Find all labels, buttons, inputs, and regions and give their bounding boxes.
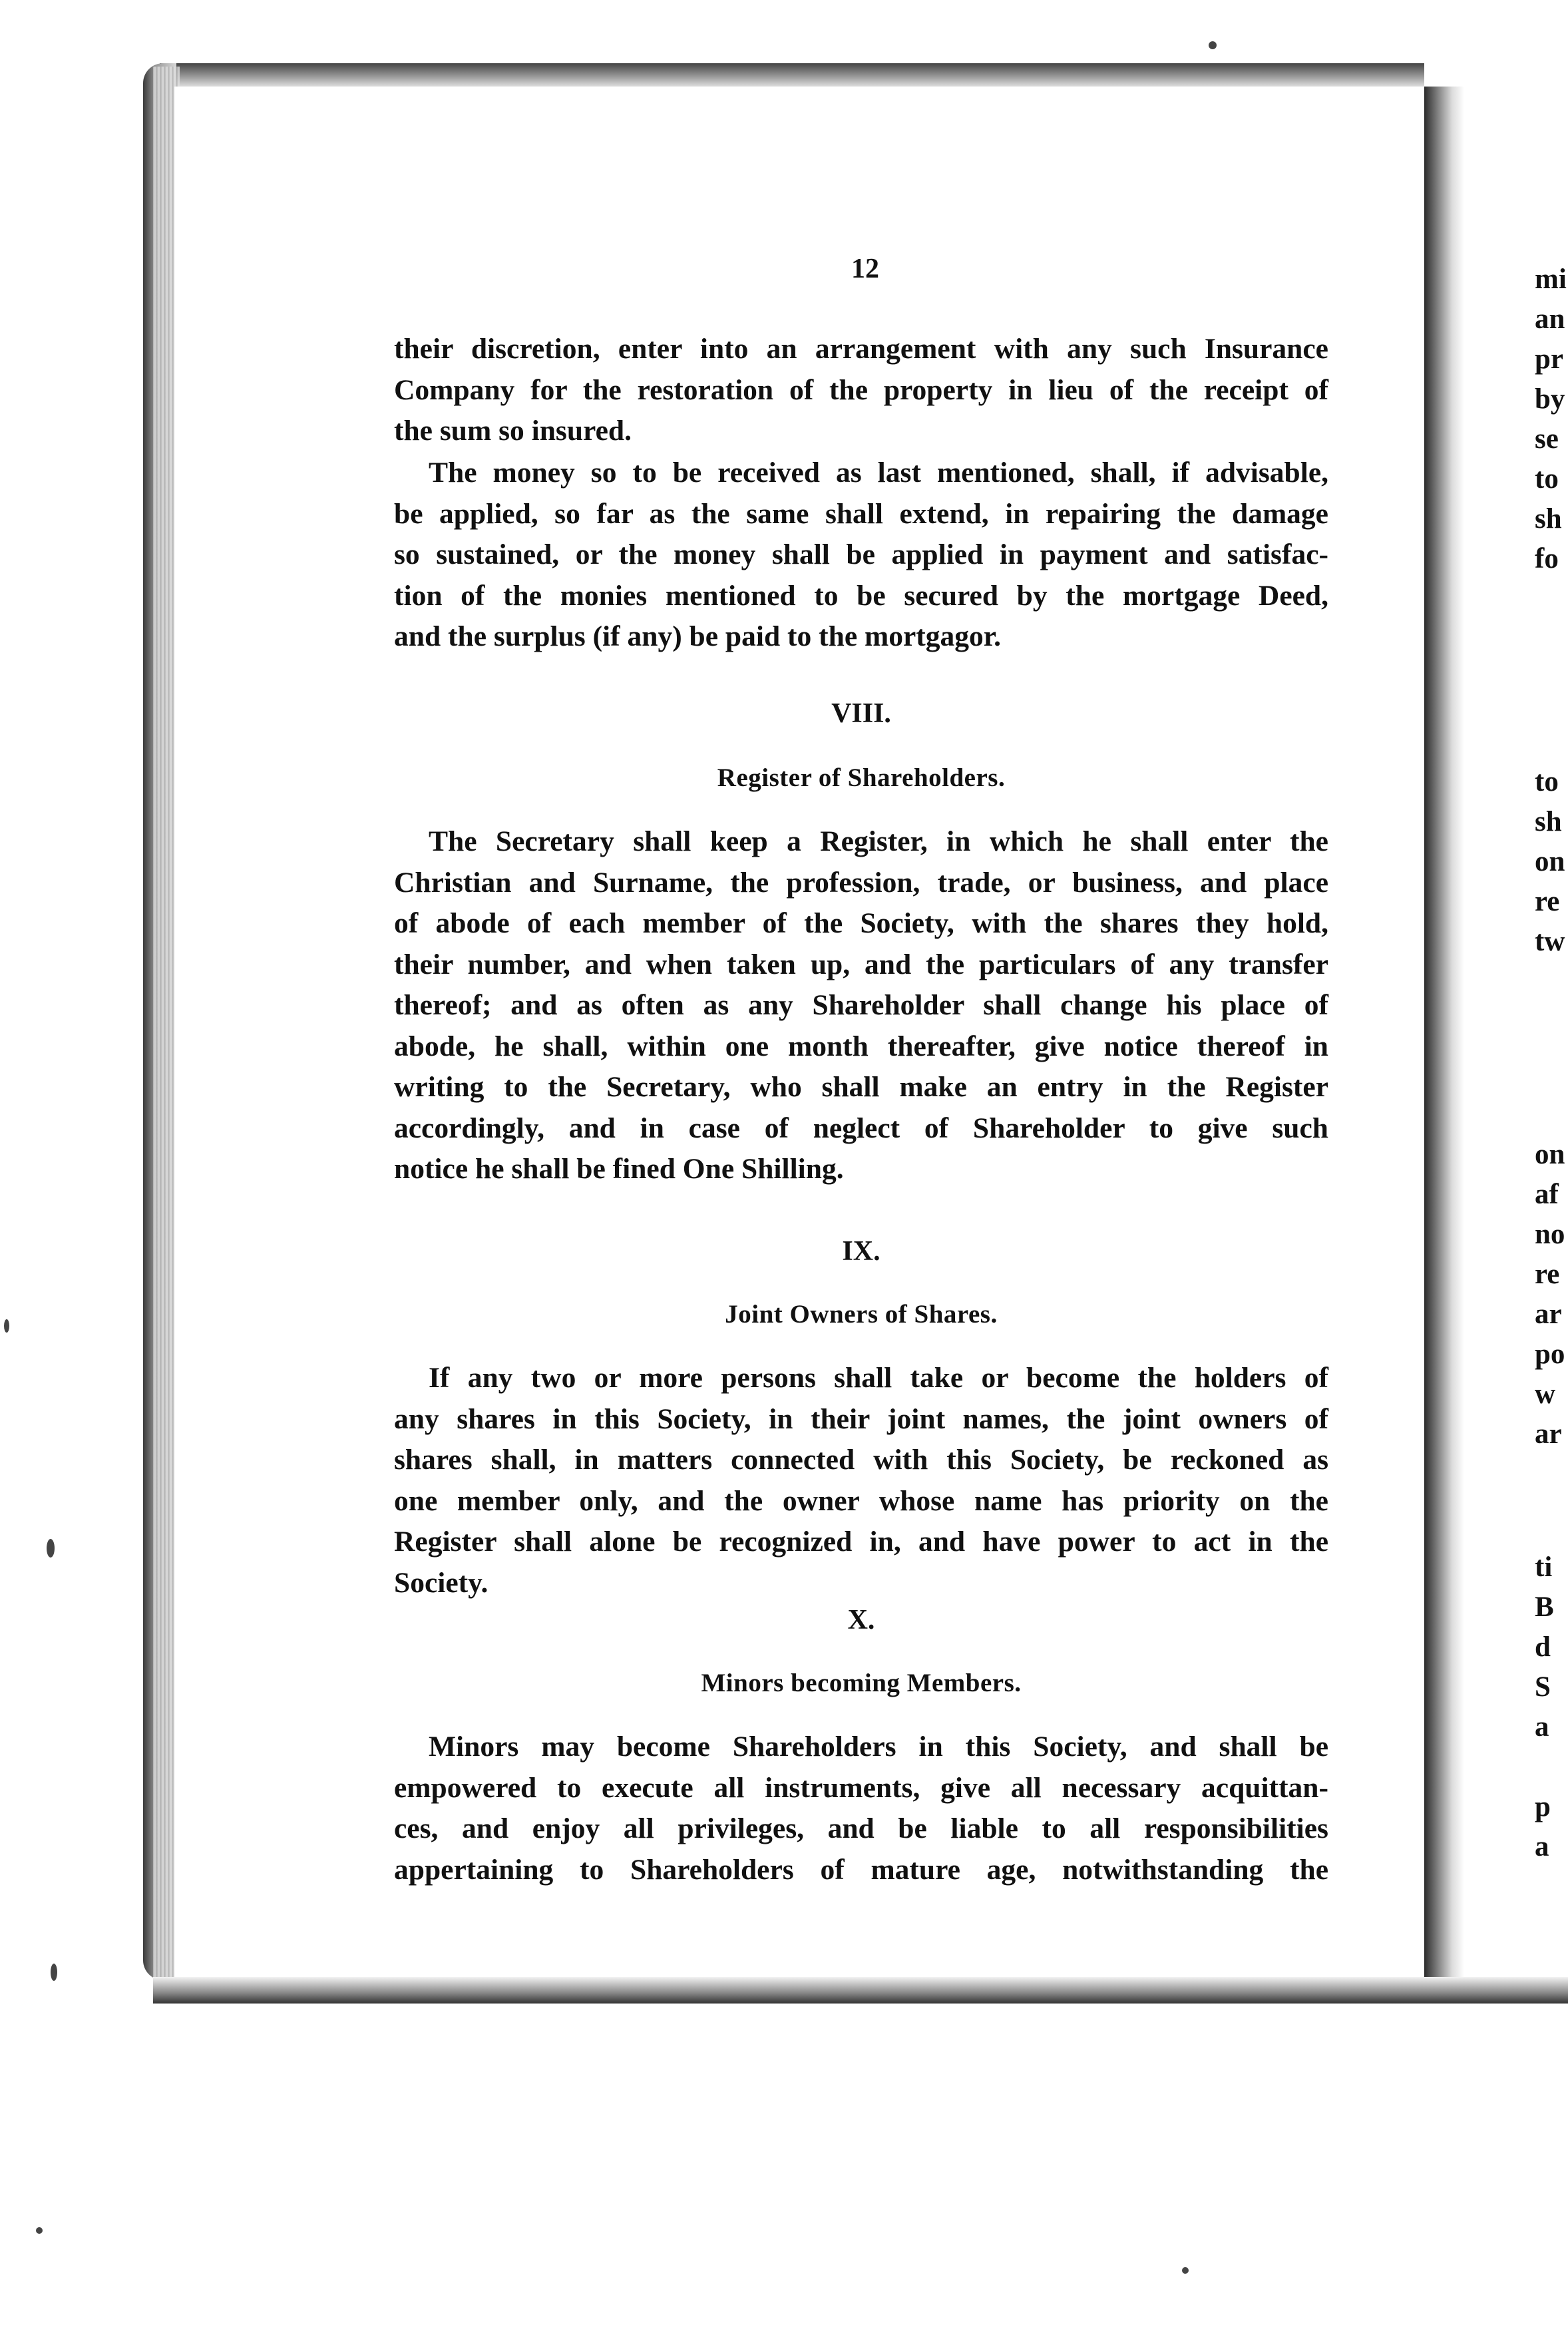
facing-page-fragment: to — [1535, 463, 1559, 495]
facing-page-fragment: by — [1535, 383, 1565, 415]
text-line: shares shall, in matters connected with this Society, be reckoned as — [394, 1444, 1328, 1476]
facing-page-fragment: on — [1535, 1139, 1565, 1170]
facing-page-fragment: af — [1535, 1179, 1559, 1210]
joint-owners-paragraph — [394, 1358, 1328, 1603]
text-line: appertaining to Shareholders of mature age, notwithstanding the — [394, 1853, 1328, 1886]
facing-page-fragment: sh — [1535, 503, 1562, 534]
text-line: If any two or more persons shall take or become the holders of — [429, 1362, 1328, 1394]
scan-speck — [4, 1319, 9, 1333]
text-line: notice he shall be fined One Shilling. — [394, 1153, 844, 1185]
text-line: so sustained, or the money shall be applied in payment and satisfac- — [394, 538, 1328, 570]
facing-page-fragment: se — [1535, 423, 1559, 455]
money-paragraph — [394, 453, 1328, 658]
facing-page-fragment: ar — [1535, 1299, 1562, 1330]
text-line: Christian and Surname, the profession, trade, or business, and place — [394, 866, 1328, 899]
text-line: the sum so insured. — [394, 415, 632, 447]
facing-page-fragment: ti — [1535, 1552, 1553, 1583]
section-title: Minors becoming Members. — [701, 1669, 1022, 1697]
scan-speck — [1182, 2267, 1189, 2274]
facing-page-fragment: pr — [1535, 343, 1563, 375]
facing-page-fragment: mi — [1535, 264, 1567, 295]
text-line: Minors may become Shareholders in this Society, and shall be — [429, 1731, 1328, 1763]
text-line: their number, and when taken up, and the particulars of any transfer — [394, 948, 1328, 980]
facing-page-fragment: fo — [1535, 543, 1559, 574]
facing-page-fragment: tw — [1535, 926, 1565, 957]
facing-page-fragment: ar — [1535, 1418, 1562, 1450]
section-title: Register of Shareholders. — [717, 763, 1006, 792]
facing-page-fragment: to — [1535, 766, 1559, 797]
scan-speck — [47, 1539, 55, 1558]
facing-page-fragment: re — [1535, 886, 1560, 917]
facing-page-fragment: sh — [1535, 806, 1562, 837]
text-line: accordingly, and in case of neglect of Shareholder to give such — [394, 1112, 1328, 1144]
text-line: any shares in this Society, in their joint names, the joint owners of — [394, 1402, 1328, 1435]
register-paragraph — [394, 821, 1328, 1190]
facing-page-fragment: B — [1535, 1591, 1554, 1623]
text-line: The money so to be received as last mentioned, shall, if advisable, — [429, 457, 1328, 489]
section-title: Joint Owners of Shares. — [725, 1300, 998, 1329]
minors-paragraph — [394, 1727, 1328, 1890]
text-line: and the surplus (if any) be paid to the mortgagor. — [394, 620, 1001, 652]
text-line: Society. — [394, 1566, 489, 1599]
facing-page-edge — [1464, 93, 1568, 1997]
page-bottom-edge — [153, 1977, 1568, 2004]
facing-page-fragment: re — [1535, 1259, 1560, 1290]
facing-page-fragment: d — [1535, 1631, 1551, 1663]
facing-page-fragment: a — [1535, 1711, 1549, 1743]
text-line: abode, he shall, within one month thereafter, give notice thereof in — [394, 1030, 1328, 1062]
facing-page-fragment: a — [1535, 1831, 1549, 1862]
section-number: VIII. — [831, 698, 891, 729]
facing-page-fragment: po — [1535, 1339, 1565, 1370]
text-line: The Secretary shall keep a Register, in which he shall enter the — [429, 825, 1328, 857]
text-line: writing to the Secretary, who shall make an entry in the Register — [394, 1071, 1328, 1103]
section-number: X. — [847, 1605, 875, 1635]
text-line: Company for the restoration of the property in lieu of the receipt of — [394, 373, 1328, 406]
text-line: ces, and enjoy all privileges, and be liable to all responsibilities — [394, 1812, 1328, 1844]
text-line: one member only, and the owner whose name has priority on the — [394, 1484, 1328, 1517]
continuation-paragraph — [394, 329, 1328, 452]
book-gutter — [1424, 87, 1464, 1990]
facing-page-fragment: p — [1535, 1791, 1551, 1822]
page-number: 12 — [851, 254, 879, 284]
text-line: of abode of each member of the Society, with the shares they hold, — [394, 907, 1328, 939]
scan-speck — [36, 2227, 43, 2234]
facing-page-fragment: w — [1535, 1378, 1556, 1410]
text-line: empowered to execute all instruments, give all necessary acquittan- — [394, 1771, 1328, 1804]
text-line: Register shall alone be recognized in, and have power to act in the — [394, 1526, 1328, 1558]
facing-page-fragment: on — [1535, 846, 1565, 877]
text-line: be applied, so far as the same shall extend, in repairing the damage — [394, 497, 1328, 530]
section-number: IX. — [842, 1236, 881, 1267]
text-line: thereof; and as often as any Shareholder shall change his place of — [394, 989, 1328, 1021]
facing-page-fragment: an — [1535, 304, 1565, 335]
facing-page-fragment: S — [1535, 1671, 1551, 1703]
scan-speck — [51, 1964, 57, 1981]
page-top-edge — [160, 63, 1424, 90]
scan-speck — [1209, 41, 1217, 49]
text-line: tion of the monies mentioned to be secured by the mortgage Deed, — [394, 579, 1328, 612]
text-line: their discretion, enter into an arrangement with any such Insurance — [394, 333, 1328, 365]
facing-page-fragment: no — [1535, 1219, 1565, 1250]
